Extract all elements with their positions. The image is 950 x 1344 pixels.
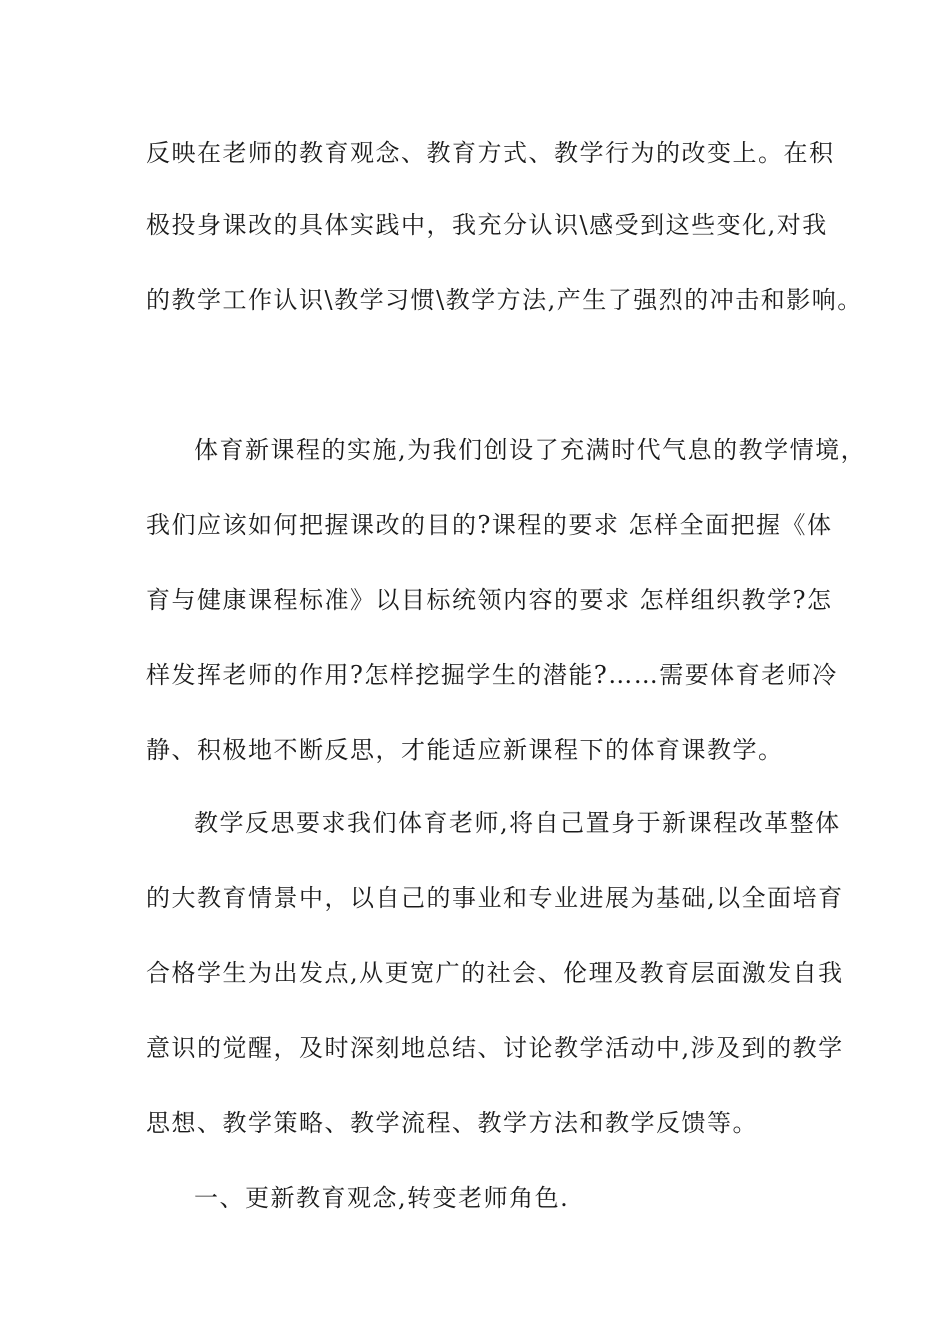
paragraph-1-line-1: 反映在老师的教育观念、教育方式、教学行为的改变上。在积	[146, 139, 835, 167]
paragraph-2-line-5: 静、积极地不断反思，才能适应新课程下的体育课教学。	[146, 736, 784, 764]
section-heading: 一、更新教育观念,转变老师角色.	[194, 1184, 570, 1212]
paragraph-2-line-3: 育与健康课程标准》以目标统领内容的要求 怎样组织教学?怎	[146, 586, 833, 614]
paragraph-2-line-1: 体育新课程的实施,为我们创设了充满时代气息的教学情境，	[194, 436, 867, 464]
paragraph-2-line-4: 样发挥老师的作用?怎样挖掘学生的潜能?……需要体育老师冷	[146, 661, 838, 689]
paragraph-3-line-2: 的大教育情景中，以自己的事业和专业进展为基础,以全面培育	[146, 884, 844, 912]
paragraph-3-line-1: 教学反思要求我们体育老师,将自己置身于新课程改革整体	[194, 809, 841, 837]
paragraph-1-line-2: 极投身课改的具体实践中，我充分认识\感受到这些变化,对我	[146, 211, 828, 239]
paragraph-3-line-4: 意识的觉醒，及时深刻地总结、讨论教学活动中,涉及到的教学	[146, 1034, 844, 1062]
paragraph-1-line-3: 的教学工作认识\教学习惯\教学方法,产生了强烈的冲击和影响。	[146, 286, 863, 314]
paragraph-2-line-2: 我们应该如何把握课改的目的?课程的要求 怎样全面把握《体	[146, 511, 833, 539]
paragraph-3-line-5: 思想、教学策略、教学流程、教学方法和教学反馈等。	[146, 1109, 758, 1137]
paragraph-3-line-3: 合格学生为出发点,从更宽广的社会、伦理及教育层面激发自我	[146, 959, 844, 987]
